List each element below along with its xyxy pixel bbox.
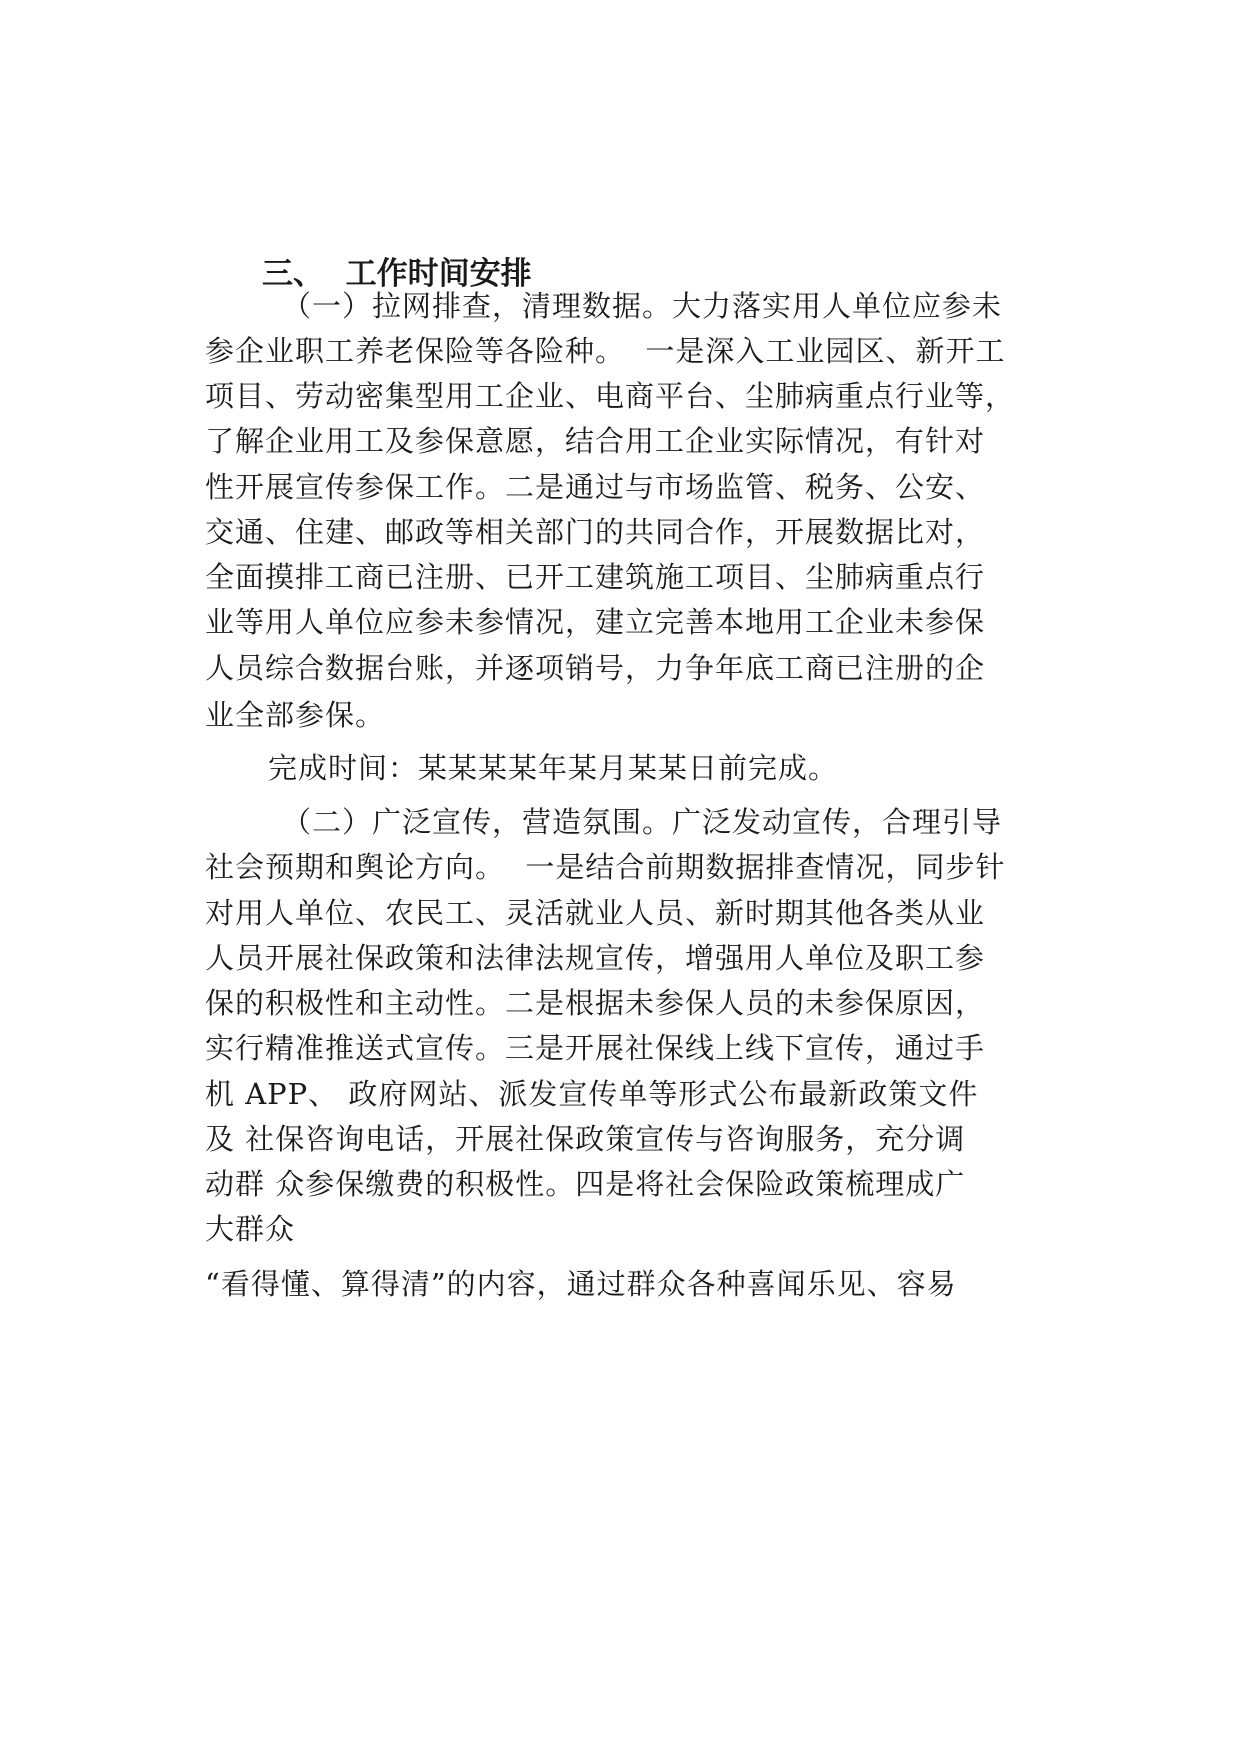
paragraph-line: 动群 众参保缴费的积极性。四是将社会保险政策梳理成广: [205, 1167, 966, 1201]
paragraph-line: 社会预期和舆论方向。 一是结合前期数据排查情况，同步针: [205, 850, 1006, 884]
paragraph-line: 全面摸排工商已注册、已开工建筑施工项目、尘肺病重点行: [205, 560, 986, 594]
paragraph-line: 及 社保咨询电话，开展社保政策宣传与咨询服务，充分调: [205, 1122, 966, 1156]
paragraph-line: （一）拉网排查，清理数据。大力落实用人单位应参未: [282, 289, 1003, 323]
paragraph-line: 参企业职工养老保险等各险种。 一是深入工业园区、新开工: [205, 334, 1006, 368]
paragraph-line: 项目、劳动密集型用工企业、电商平台、尘肺病重点行业等，: [205, 379, 1016, 413]
paragraph-line: 性开展宣传参保工作。二是通过与市场监管、税务、公安、: [205, 470, 986, 504]
paragraph-line: 业全部参保。: [205, 698, 386, 732]
paragraph-line: 业等用人单位应参未参情况，建立完善本地用工企业未参保: [205, 605, 986, 639]
paragraph-line: 对用人单位、农民工、灵活就业人员、新时期其他各类从业: [205, 896, 986, 930]
paragraph-line: 机 APP、 政府网站、派发宣传单等形式公布最新政策文件: [205, 1077, 979, 1111]
paragraph-line: 交通、住建、邮政等相关部门的共同合作，开展数据比对，: [205, 515, 986, 549]
section-heading: 三、 工作时间安排: [262, 256, 532, 292]
paragraph-line: 人员开展社保政策和法律法规宣传，增强用人单位及职工参: [205, 941, 986, 975]
paragraph-line: 人员综合数据台账，并逐项销号，力争年底工商已注册的企: [205, 651, 986, 685]
completion-time: 完成时间：某某某某年某月某某日前完成。: [268, 751, 839, 785]
paragraph-line: 了解企业用工及参保意愿，结合用工企业实际情况，有针对: [205, 424, 986, 458]
paragraph-line: “看得懂、算得清”的内容，通过群众各种喜闻乐见、容易: [205, 1267, 957, 1301]
paragraph-line: 大群众: [205, 1212, 296, 1246]
paragraph-line: 实行精准推送式宣传。三是开展社保线上线下宣传，通过手: [205, 1031, 986, 1065]
paragraph-line: （二）广泛宣传，营造氛围。广泛发动宣传，合理引导: [282, 805, 1003, 839]
paragraph-line: 保的积极性和主动性。二是根据未参保人员的未参保原因，: [205, 986, 986, 1020]
